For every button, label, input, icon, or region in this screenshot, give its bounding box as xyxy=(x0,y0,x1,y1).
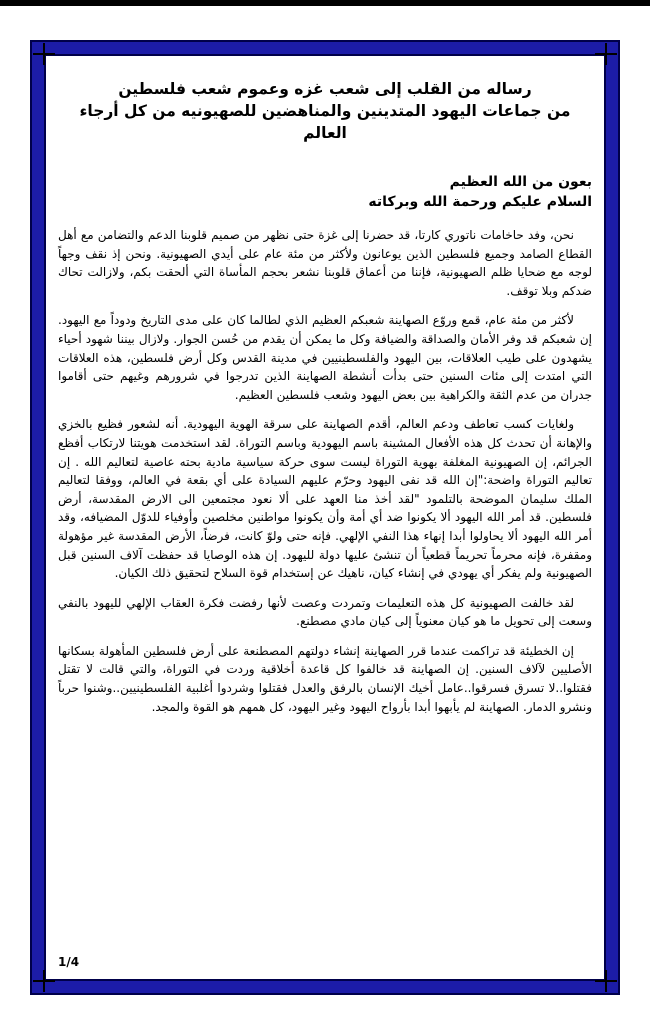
corner-ornament-bottom-left xyxy=(33,970,55,992)
corner-ornament-bottom-right xyxy=(595,970,617,992)
paragraph-5: إن الخطيئة قد تراكمت عندما قرر الصهاينة إنشاء دولتهم المصطنعة على أرض فلسطين المأهولة بسكانها الأصليين لآلاف السنين. إن الصهاينة قد خالفوا كل قاعدة أخلاقية وردت في التوراة، والتي قالت لا تقتل فقتلوا..لا تسرق فسرقوا..عامل أخيك الإنسان بالرفق والعدل فقتلوا وشردوا أغلبية الفلسطينيين..وشنوا حرباً ونشرو الدمار. الصهاينة لم يأبهوا أبدا بأرواح اليهود وغير اليهود، كل همهم هو القوة والمجد. xyxy=(58,643,592,714)
greeting-line-2: السلام عليكم ورحمة الله وبركاته xyxy=(368,194,592,210)
letter-body xyxy=(58,70,592,975)
letter-title-line-2: من جماعات اليهود المتدينين والمناهضين للصهيونيه من كل أرجاء العالم xyxy=(79,102,571,142)
paragraph-3: ولغايات كسب تعاطف ودعم العالم، أقدم الصهاينة على سرقة الهوية اليهودية. أنه لشعور فظيع بالخزي والإهانة أن تحدث كل هذه الأفعال المشينة باسم اليهودية وباسم التوراة. لقد استخدمت هويتنا لارتكاب أفظع الجرائم، إن الصهيونية المغلفة بهوية التوراة ليست سوى حركة سياسية مادية بحته عاصية لتعاليم الله . إن تعاليم التوراة واضحة:"إن الله قد نفى اليهود وحرّم عليهم السيادة على أي بقعة في العالم، ووفقا لتعاليم الملك سليمان الموضحة بالتلمود "لقد أخذ منا العهد على ألا نعود مجتمعين الى الارض المقدسة، أرض فلسطين. قد أمر الله اليهود ألا يكونوا ضد أي أمة وأن يكونوا مواطنين مخلصين وأوفياء للدوّل المضيافه، وقد أمر الله اليهود ألا يحاولوا أبدا إنهاء هذا النفي الإلهي. فإنه حتى ولوّ كانت، فرضاً، الأرض المقدسة غير مؤهولة ومقفرة، فإنه محرماً تحريماً قطعياً أن تنشئ عليها دولة لليهود. إن هذه الوصايا قد حفظت آلاف السنين قبل الصهيونية ولم يفكر أي يهودي في إنشاء كيان، ناهيك عن إستخدام قوة السلاح لتحقيق ذلك الكيان. xyxy=(58,417,592,581)
page-number: 1/4 xyxy=(58,955,80,969)
top-black-bar xyxy=(0,0,650,6)
paragraph-1: نحن، وفد حاخامات ناتوري كارتا، قد حضرنا إلى غزة حتى نظهر من صميم قلوبنا الدعم والتضامن مع أهل القطاع الصامد وجميع فلسطين الذين يوعانون ولأكثر من مئة عام على أيدي الصهيونية. ونحن إذ نقف وجهاً لوجه مع ضحايا ظلم الصهيونية، فإننا من أعماق قلوبنا نشعر بحجم المأساة التي ألحقت بكم، ولازالت تحاك ضدكم وبلا توقف. xyxy=(58,228,592,298)
paragraph-4: لقد خالفت الصهيونية كل هذه التعليمات وتمردت وعصت لأنها رفضت فكرة العقاب الإلهي لليهود بالنفي وسعت إلى تحويل ما هو كيان معنوياً إلى كيان مادي مصطنع. xyxy=(58,595,592,629)
letter-title-line-1: رساله من القلب إلى شعب غزه وعموم شعب فلسطين xyxy=(118,80,532,98)
corner-ornament-top-left xyxy=(33,43,55,65)
greeting-line-1: بعون من الله العظيم xyxy=(449,174,592,190)
paragraph-2: لأكثر من مئة عام، قمع وروّع الصهاينة شعبكم العظيم الذي لطالما كان على مدى التاريخ ودوداً مع اليهود. إن شعبكم قد وفر الأمان والصداقة والضيافة وكل ما يمكن أن يقدم من حُسن الجوار. ولازال بيننا شهود أحياء يشهدون على طيب العلاقات، بين اليهود والفلسطينيين في مدينة القدس وكل أرض فلسطين، هذه العلاقات التي امتدت إلى مئات السنين حتى بدأت أنشطة الصهاينة الذين تدرجوا في شرورهم وغيهم حتى أقاموا جدران من عدم الثقة والكراهية بين بعض اليهود وشعب فلسطين العظيم. xyxy=(58,313,592,402)
corner-ornament-top-right xyxy=(595,43,617,65)
